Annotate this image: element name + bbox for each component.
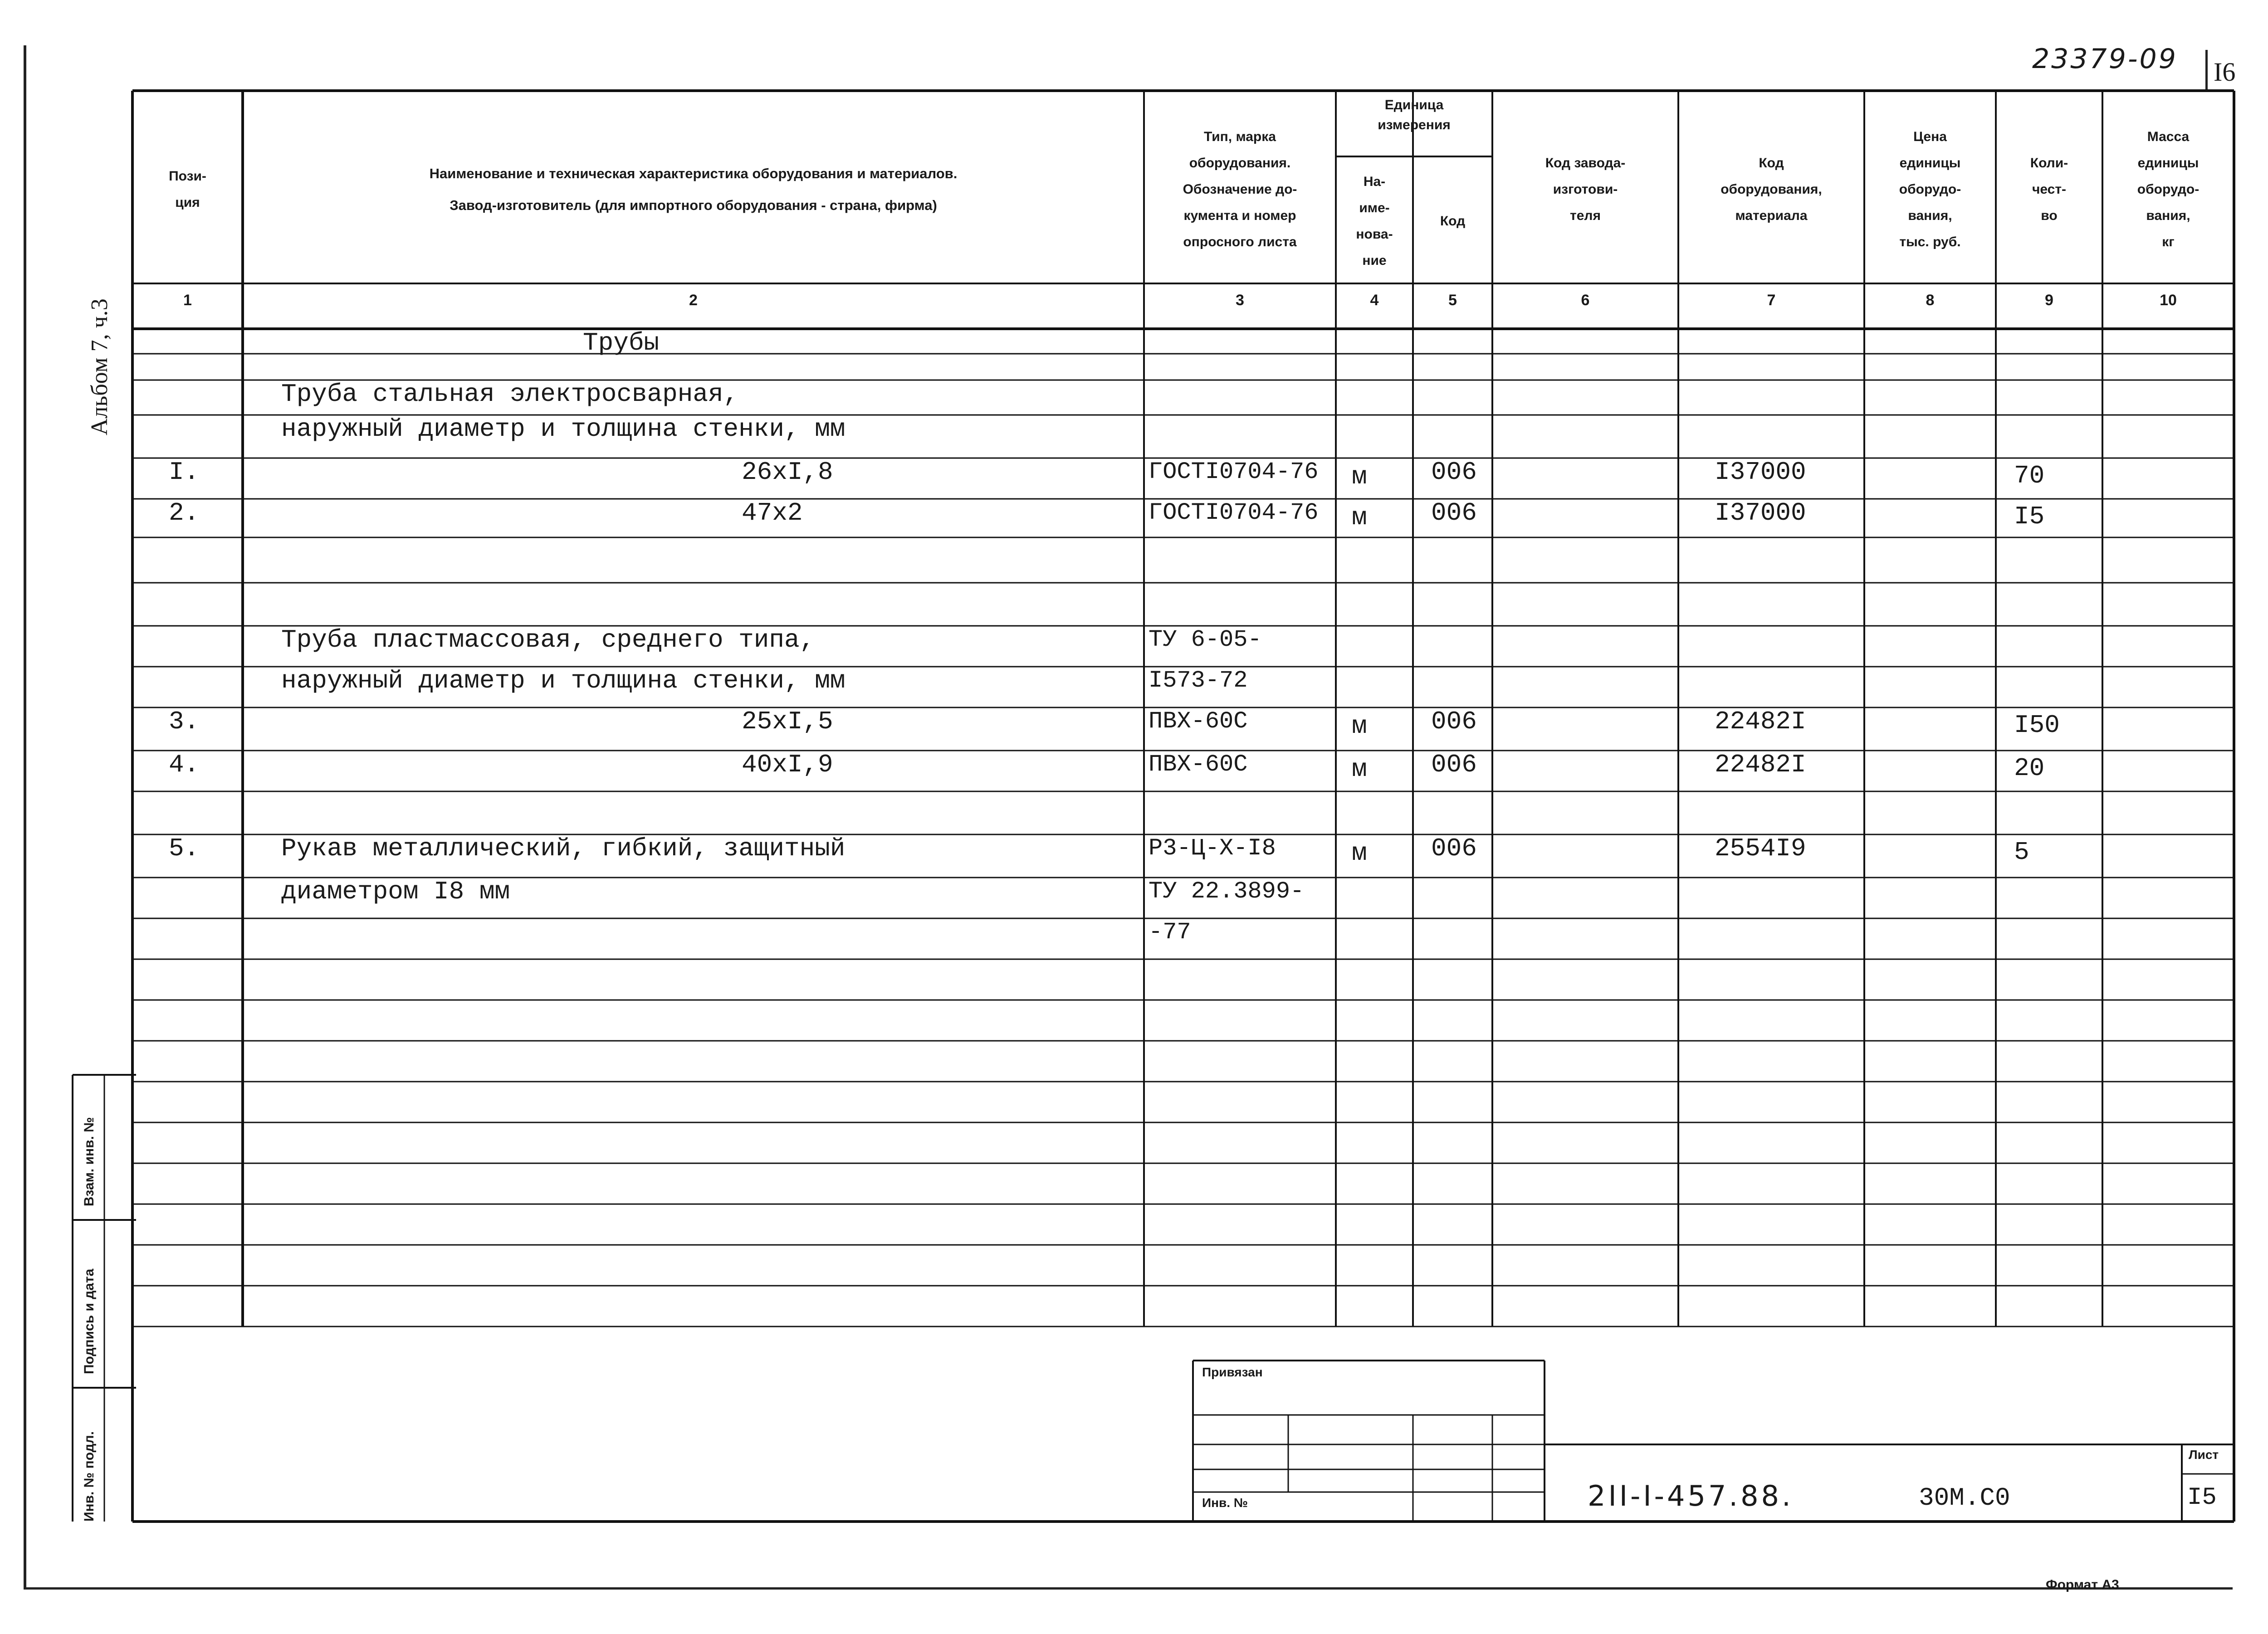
unit-group-header: Единица измерения xyxy=(1378,98,1451,132)
item-type: I573-72 xyxy=(1149,667,1248,694)
column-header-6: Код завода- изготови- теля xyxy=(1545,155,1626,223)
page-corner-number: I6 xyxy=(2214,57,2236,87)
sheet-label: Лист xyxy=(2189,1448,2219,1462)
item-name: Труба пластмассовая, среднего типа, xyxy=(281,625,815,654)
position-number: I. xyxy=(169,458,200,487)
unit-code: 006 xyxy=(1431,834,1477,863)
column-header-8: Цена единицы оборудо- вания, тыс. руб. xyxy=(1899,129,1961,249)
item-type: ГОСТI0704-76 xyxy=(1149,499,1319,526)
item-name: 40xI,9 xyxy=(742,750,833,779)
unit-name: м xyxy=(1352,503,1367,532)
unit-code: 006 xyxy=(1431,458,1477,487)
item-name: 47x2 xyxy=(742,498,803,527)
item-name: Рукав металлический, гибкий, защитный xyxy=(281,834,846,863)
item-name: Труба стальная электросварная, xyxy=(281,380,739,409)
item-type: ТУ 6-05- xyxy=(1149,626,1262,653)
column-header-1: Пози- ция xyxy=(169,168,206,210)
position-number: 3. xyxy=(169,707,200,736)
item-name: наружный диаметр и толщина стенки, мм xyxy=(281,666,846,695)
unit-name: м xyxy=(1352,839,1367,868)
quantity: I5 xyxy=(2014,502,2045,531)
item-type: Р3-Ц-Х-I8 xyxy=(1149,835,1276,862)
item-type: ГОСТI0704-76 xyxy=(1149,458,1319,485)
column-header-9: Коли- чест- во xyxy=(2030,155,2068,223)
column-header-7: Код оборудования, материала xyxy=(1721,155,1822,223)
column-number-5: 5 xyxy=(1448,292,1457,309)
column-number-4: 4 xyxy=(1370,292,1379,309)
column-header-5: Код xyxy=(1440,213,1466,229)
unit-name: м xyxy=(1352,712,1367,741)
privyazan-label: Привязан xyxy=(1202,1365,1263,1379)
inv-no-label: Инв. № xyxy=(1202,1496,1248,1510)
item-type: -77 xyxy=(1149,919,1191,946)
unit-name: м xyxy=(1352,462,1367,491)
quantity: 5 xyxy=(2014,838,2029,867)
side-stamp-signature: Подпись и дата xyxy=(82,1268,97,1374)
column-number-8: 8 xyxy=(1926,292,1935,309)
item-type: ПВХ-60С xyxy=(1149,751,1248,778)
item-type: ПВХ-60С xyxy=(1149,708,1248,735)
equipment-code: 2554I9 xyxy=(1715,834,1806,863)
item-type: ТУ 22.3899- xyxy=(1149,878,1305,905)
position-number: 2. xyxy=(169,498,200,527)
sheet-number: I5 xyxy=(2187,1484,2217,1512)
column-header-3: Тип, марка оборудования. Обозначение до- кумента и номер опросного листа xyxy=(1183,129,1297,249)
equipment-code: 22482I xyxy=(1715,707,1806,736)
unit-name: м xyxy=(1352,755,1367,784)
equipment-code: I37000 xyxy=(1715,498,1806,527)
equipment-code: 22482I xyxy=(1715,750,1806,779)
doc-code: 2II-I-457.88. xyxy=(1588,1479,1794,1512)
column-number-1: 1 xyxy=(183,292,192,309)
column-number-6: 6 xyxy=(1581,292,1590,309)
item-name: 25xI,5 xyxy=(742,707,833,736)
quantity: 70 xyxy=(2014,461,2045,490)
column-number-3: 3 xyxy=(1236,292,1244,309)
sheet-code: 23379-09 xyxy=(2032,43,2178,75)
item-name: 26xI,8 xyxy=(742,458,833,487)
quantity: 20 xyxy=(2014,754,2045,783)
column-number-10: 10 xyxy=(2160,292,2177,309)
column-header-2: Наименование и техническая характеристика оборудования и материалов. Завод-изготовитель (для импортного оборудования - страна, фирма) xyxy=(429,165,958,213)
unit-code: 006 xyxy=(1431,750,1477,779)
item-name: диаметром I8 мм xyxy=(281,877,510,906)
album-label: Альбом 7, ч.3 xyxy=(87,298,112,435)
column-header-4: На- име- нова- ние xyxy=(1356,174,1393,268)
position-number: 5. xyxy=(169,834,200,863)
item-name: Трубы xyxy=(583,328,660,357)
side-stamp-inv: Инв. № подл. xyxy=(82,1431,97,1522)
unit-code: 006 xyxy=(1431,498,1477,527)
side-stamp-replace: Взам. инв. № xyxy=(82,1117,97,1206)
equipment-code: I37000 xyxy=(1715,458,1806,487)
position-number: 4. xyxy=(169,750,200,779)
column-header-10: Масса единицы оборудо- вания, кг xyxy=(2137,129,2200,249)
unit-code: 006 xyxy=(1431,707,1477,736)
column-number-2: 2 xyxy=(689,292,698,309)
item-name: наружный диаметр и толщина стенки, мм xyxy=(281,415,846,444)
column-number-7: 7 xyxy=(1767,292,1776,309)
format-label: Формат А3 xyxy=(2046,1577,2119,1592)
doc-mark: 30М.С0 xyxy=(1919,1483,2010,1512)
column-number-9: 9 xyxy=(2045,292,2053,309)
quantity: I50 xyxy=(2014,711,2060,740)
